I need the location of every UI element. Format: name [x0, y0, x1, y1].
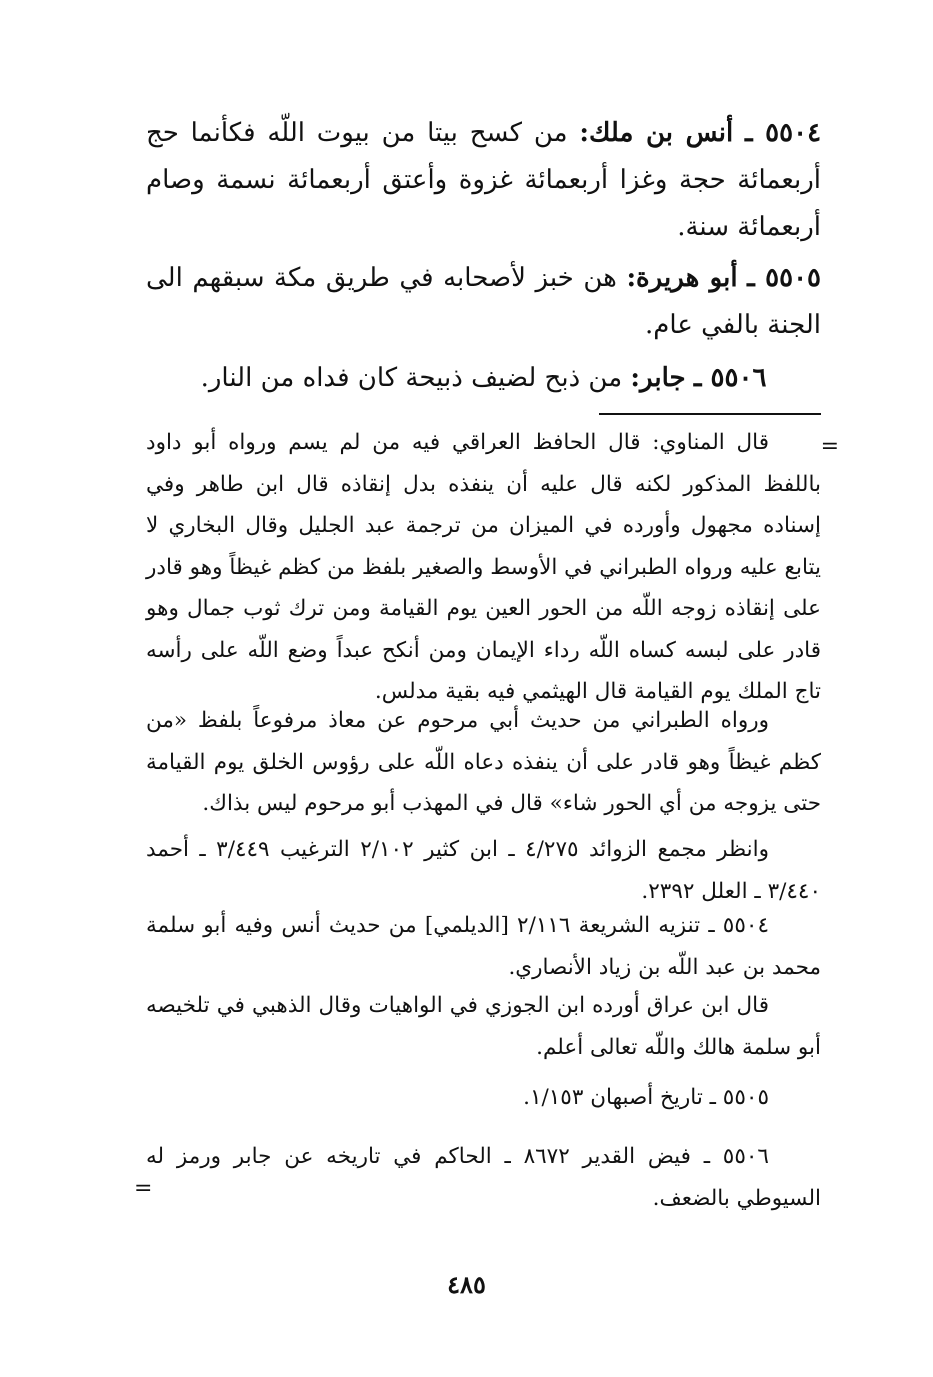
hadith-number: ٥٥٠٦ ـ	[693, 363, 767, 393]
hadith-narrator: أنس بن ملك:	[579, 118, 734, 148]
footnote-5504: ٥٥٠٤ ـ تنزيه الشريعة ٢/١١٦ [الديلمي] من حديث أنس وفيه أبو سلمة محمد بن عبد اللّه بن زياد الأنصاري.	[146, 913, 821, 980]
page-number: ٤٨٥	[447, 1270, 486, 1299]
hadith-text: هن خبز لأصحابه في طريق مكة سبقهم الى الجنة بالفي عام.	[146, 263, 821, 340]
hadith-narrator: جابر:	[630, 363, 686, 393]
footnote-5506: ٥٥٠٦ ـ فيض القدير ٨٦٧٢ ـ الحاكم في تاريخه عن جابر ورمز له السيوطي بالضعف.	[146, 1144, 821, 1211]
continuation-mark-start: =	[820, 434, 839, 459]
hadith-number: ٥٥٠٤ ـ	[744, 118, 822, 148]
footnote-paragraph-1: قال المناوي: قال الحافظ العراقي فيه من لم يسم ورواه أبو داود باللفظ المذكور لكنه قال عليه أن ينفذه بدل إنقاذه قال ابن طاهر وفي إسناده مجهول وأورده في الميزان من ترجمة عبد الجليل وقال البخاري لا يتابع عليه ورواه الطبراني في الأوسط والصغير بلفظ من كظم غيظاً وهو قادر على إنقاذه زوجه اللّه من الحور العين يوم القيامة ومن ترك ثوب جمال وهو قادر على لبسه كساه اللّه رداء الإيمان ومن أنكح عبداً وضع اللّه على رأسه تاج الملك يوم القيامة قال الهيثمي فيه بقية مدلس.	[146, 430, 821, 704]
hadith-5505	[146, 255, 821, 349]
hadith-narrator: أبو هريرة:	[626, 263, 738, 293]
footnote-5505: ٥٥٠٥ ـ تاريخ أصبهان ١/١٥٣.	[523, 1085, 769, 1110]
hadith-5504	[146, 110, 821, 251]
hadith-text: من كسح بيتا من بيوت اللّه فكأنما حج أربعمائة حجة وغزا أربعمائة غزوة وأعتق أربعمائة نسمة وصام أربعمائة سنة.	[146, 118, 821, 242]
hadith-5506	[146, 355, 821, 402]
footnote-paragraph-2: ورواه الطبراني من حديث أبي مرحوم عن معاذ مرفوعاً بلفظ «من كظم غيظاً وهو قادر على أن ينفذه دعاه اللّه على رؤوس الخلق يوم القيامة حتى يزوجه من أي الحور شاء» قال في المهذب أبو مرحوم ليس بذاك.	[146, 708, 821, 816]
footnote-paragraph-5: قال ابن عراق أورده ابن الجوزي في الواهيات وقال الذهبي في تلخيصه أبو سلمة هالك واللّه تعالى أعلم.	[146, 993, 821, 1060]
hadith-number: ٥٥٠٥ ـ	[747, 263, 822, 293]
footnote-paragraph-3: وانظر مجمع الزوائد ٤/٢٧٥ ـ ابن كثير ٢/١٠٢ الترغيب ٣/٤٤٩ ـ أحمد ٣/٤٤٠ ـ العلل ٢٣٩٢.	[146, 837, 821, 904]
continuation-mark-end: =	[134, 1176, 153, 1201]
footnote-separator	[599, 413, 821, 415]
hadith-text: من ذبح لضيف ذبيحة كان فداه من النار.	[200, 363, 623, 393]
